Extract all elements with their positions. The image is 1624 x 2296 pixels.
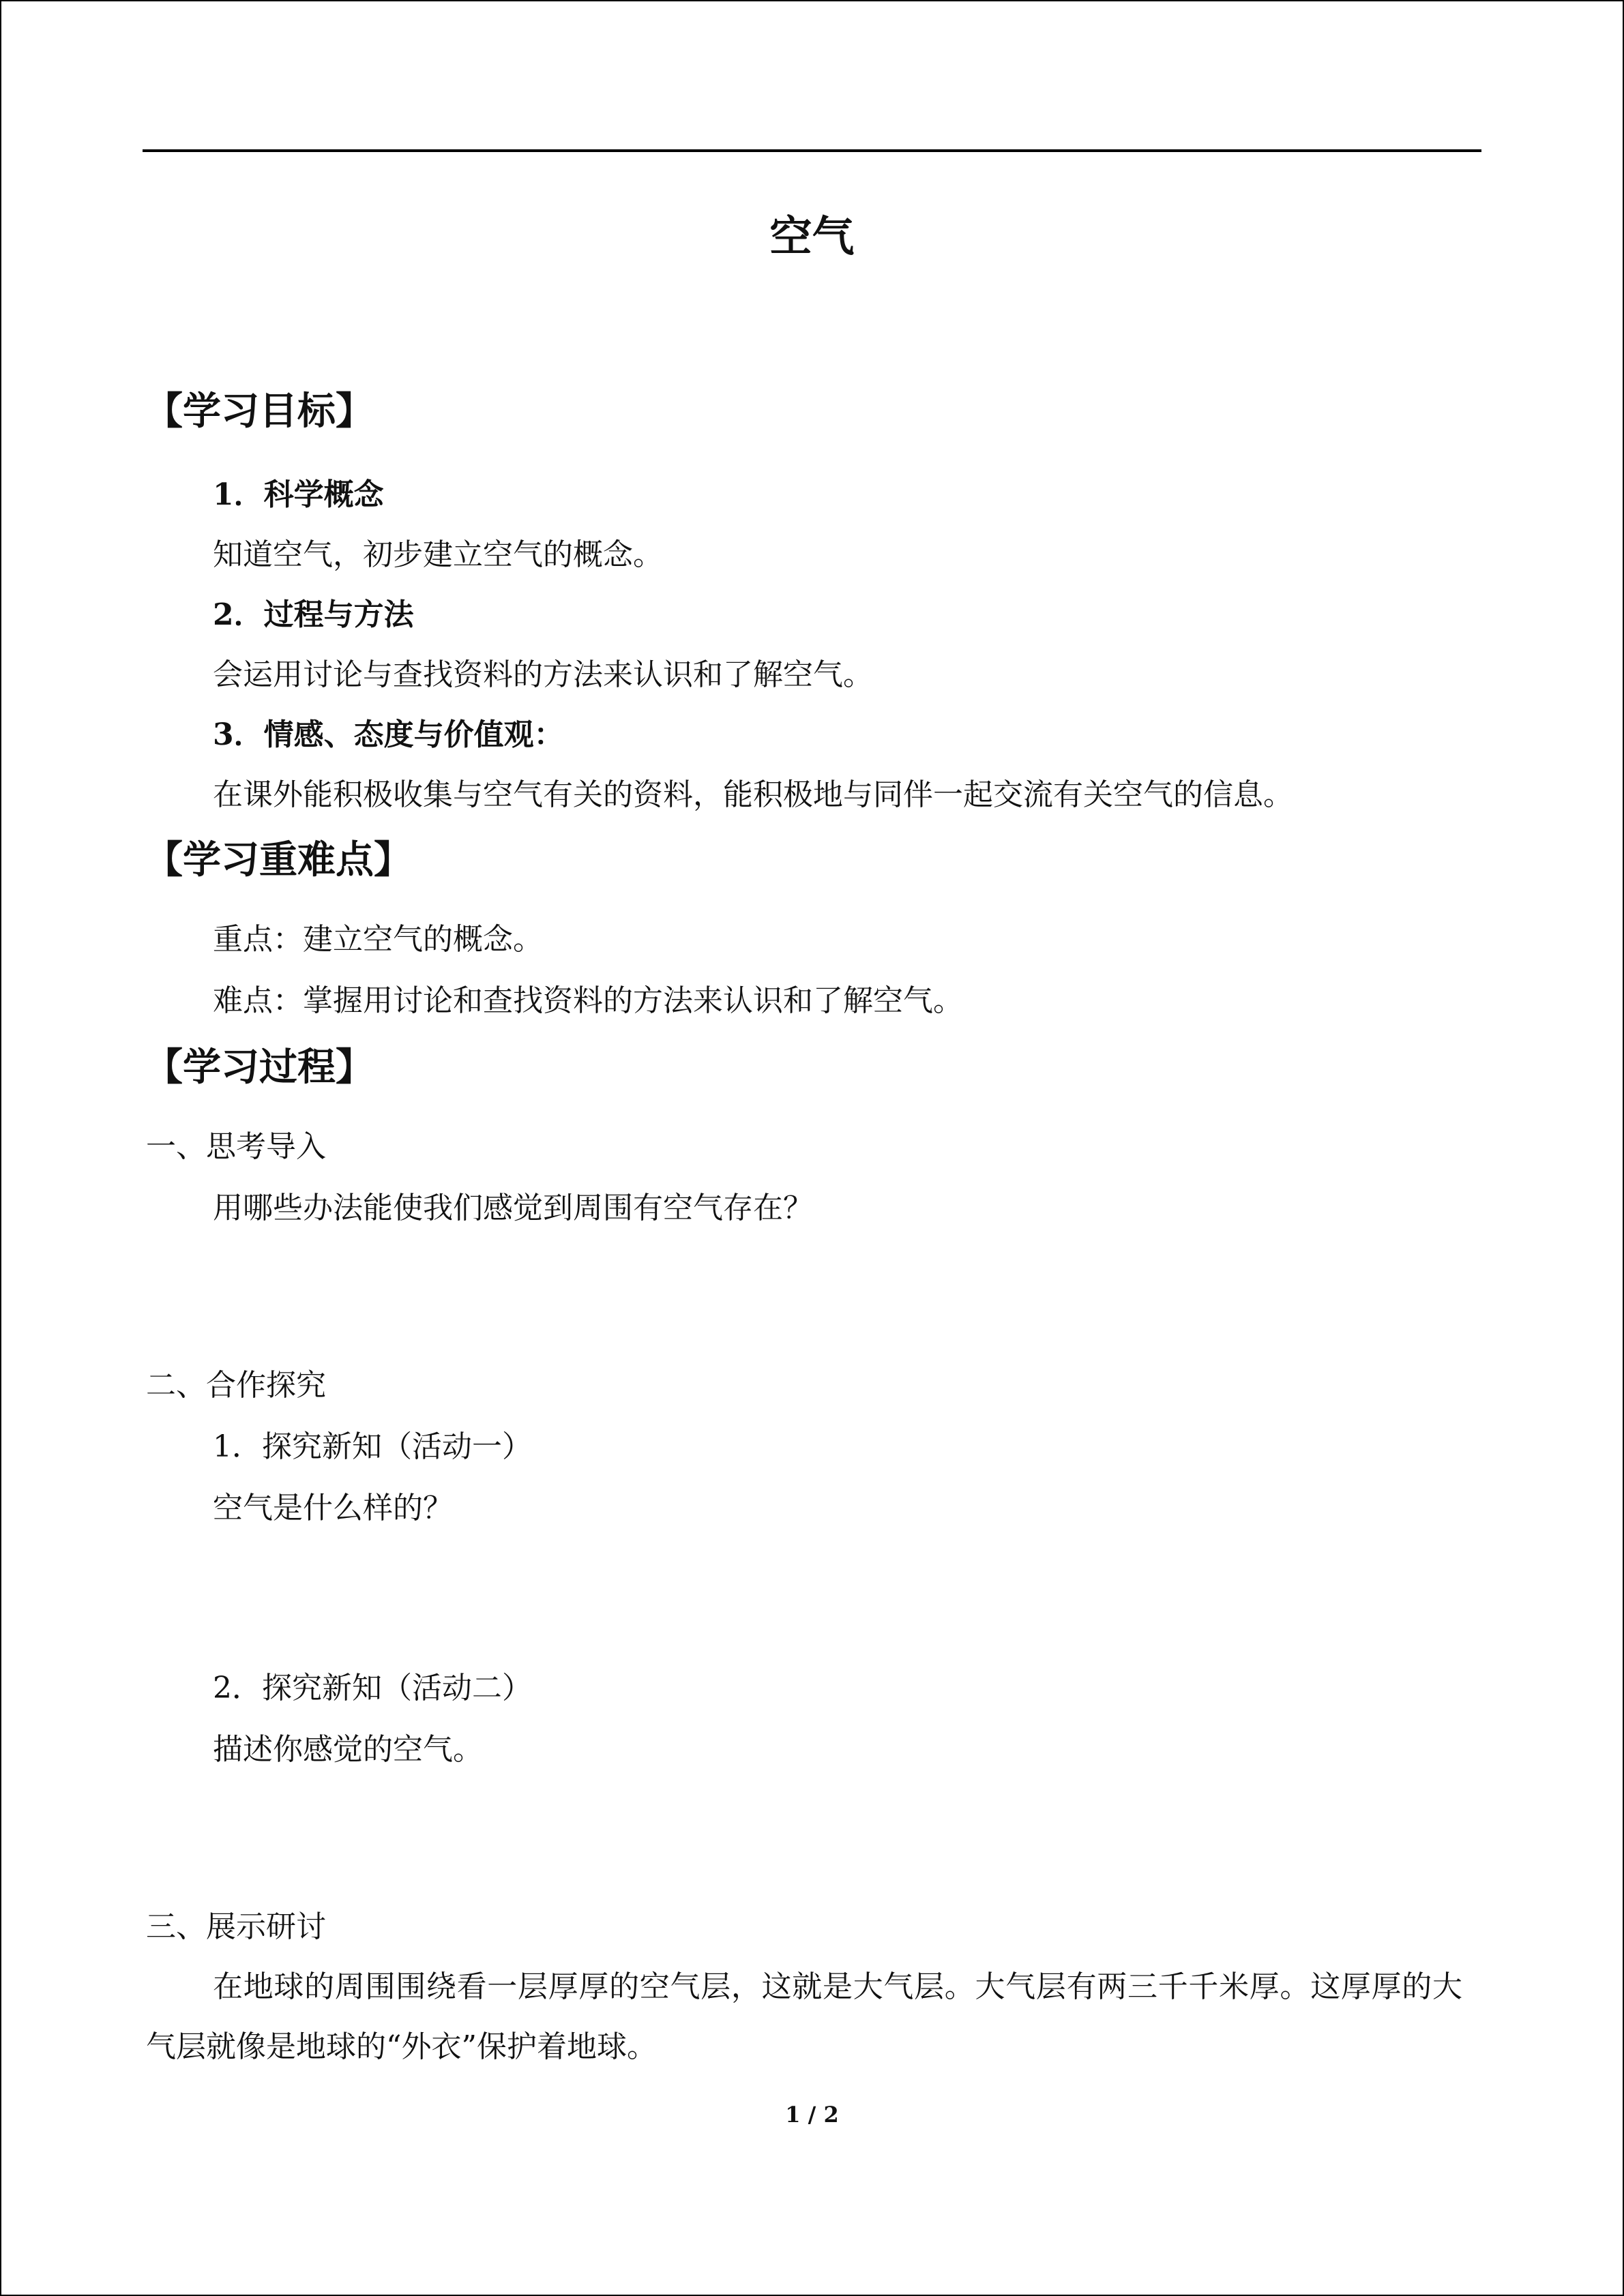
step-3-paragraph: 在地球的周围围绕看一层厚厚的空气层，这就是大气层。大气层有两三千千米厚。这厚厚的大气层就像是地球的“外衣”保护着地球。	[146, 1969, 1462, 2064]
activity-1-question: 空气是什么样的？	[213, 1491, 453, 1525]
document-title: 空气	[769, 211, 855, 261]
step-1-question: 用哪些办法能使我们感觉到周围有空气存在？	[213, 1191, 813, 1225]
objective-label-attitude-values: 3．情感、态度与价值观：	[213, 717, 564, 752]
step-2-title: 二、合作探究	[146, 1368, 326, 1403]
activity-1-label: 1．探究新知（活动一）	[213, 1429, 532, 1464]
key-point-important: 重点：建立空气的概念。	[213, 922, 543, 957]
objective-text-science-concept: 知道空气，初步建立空气的概念。	[213, 537, 663, 572]
key-point-difficult: 难点：掌握用讨论和查找资料的方法来认识和了解空气。	[213, 983, 963, 1018]
header-rule	[143, 149, 1481, 152]
step-1-title: 一、思考导入	[146, 1129, 326, 1164]
key-points-heading: 【学习重难点】	[145, 838, 412, 882]
objective-label-science-concept: 1．科学概念	[213, 477, 384, 512]
objective-label-process-method: 2．过程与方法	[213, 597, 414, 632]
objective-text-attitude-values: 在课外能积极收集与空气有关的资料，能积极地与同伴一起交流有关空气的信息。	[213, 777, 1293, 812]
objective-text-process-method: 会运用讨论与查找资料的方法来认识和了解空气。	[213, 657, 873, 692]
step-3-title: 三、展示研讨	[146, 1909, 326, 1944]
process-heading: 【学习过程】	[145, 1045, 374, 1090]
objectives-heading: 【学习目标】	[145, 389, 374, 434]
page-number: 1 / 2	[785, 2102, 839, 2128]
activity-2-label: 2．探究新知（活动二）	[213, 1671, 532, 1705]
activity-2-question: 描述你感觉的空气。	[213, 1732, 483, 1767]
